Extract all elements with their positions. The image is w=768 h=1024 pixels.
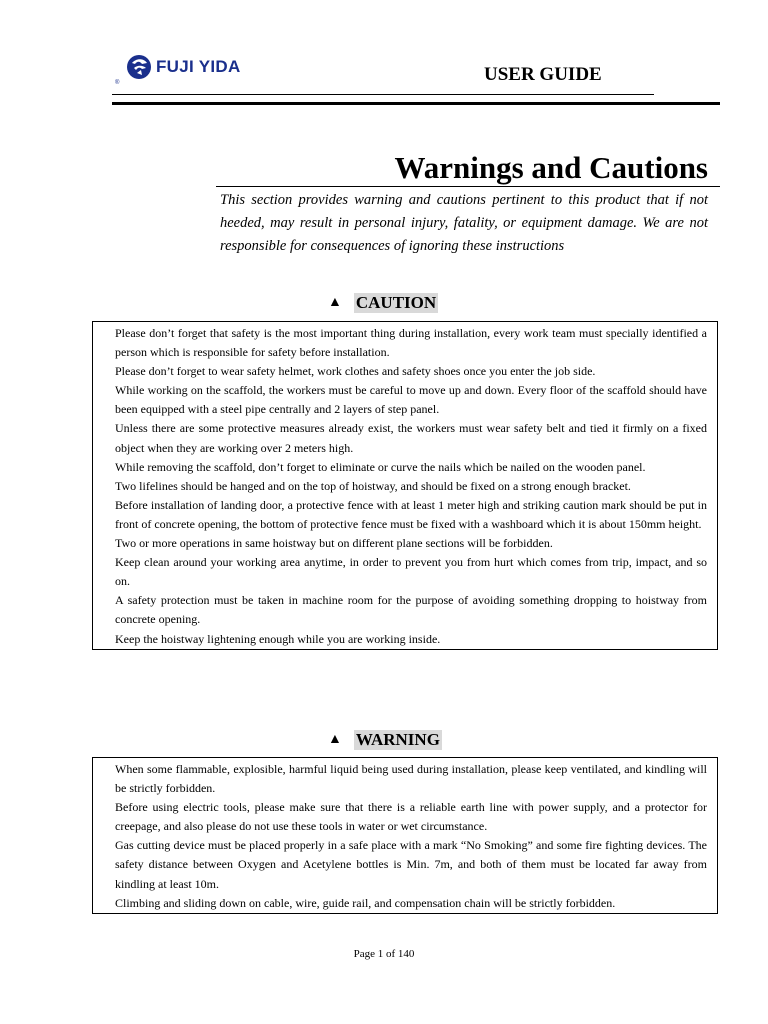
caution-item: A safety protection must be taken in machine room for the purpose of avoiding something dropping to hoistway from concrete opening. [115,593,707,627]
header-rule-thick [112,102,720,105]
intro-paragraph: This section provides warning and cautions pertinent to this product that if not heeded, may result in personal injury, fatality, or equipment damage. We are not responsible for consequences of ignoring these instructions [220,192,708,254]
warning-box [92,757,718,914]
caution-item: Two or more operations in same hoistway but on different plane sections will be forbidden. [115,536,553,551]
caution-item: Before installation of landing door, a protective fence with at least 1 meter high and striking caution mark should be put in front of concrete opening, the bottom of protective fence must be fixed with a washboard which it is about 150mm height. [115,497,707,531]
caution-item: Keep the hoistway lightening enough while you are working inside. [115,631,441,646]
warning-item: When some flammable, explosible, harmful liquid being used during installation, please keep ventilated, and kindling will be strictly forbidden. [115,762,707,796]
header-rule-thin [112,94,654,95]
caution-item: While working on the scaffold, the workers must be careful to move up and down. Every floor of the scaffold should have been equipped with a steel pipe centrally and 2 layers of step panel. [115,383,707,417]
caution-item: Two lifelines should be hanged and on the top of hoistway, and should be fixed on a strong enough bracket. [115,478,631,493]
caution-item: Please don’t forget to wear safety helmet, work clothes and safety shoes once you enter the job side. [115,364,596,379]
page-number: Page 1 of 140 [353,948,415,960]
caution-heading [328,293,438,313]
warning-item: Before using electric tools, please make sure that there is a reliable earth line with power supply, and a protector for creepage, and also please do not use these tools in water or wet circumstance. [115,800,707,834]
caution-item: Unless there are some protective measures already exist, the workers must wear safety belt and tied it firmly on a fixed object when they are working over 2 meters high. [115,421,707,455]
warning-heading-text: WARNING [355,730,440,749]
caution-item: While removing the scaffold, don’t forget to eliminate or curve the nails which be nailed on the wooden panel. [115,459,646,474]
fuji-yida-logo-icon [126,54,152,80]
caution-item: Keep clean around your working area anytime, in order to prevent you from hurt which comes from trip, impact, and so on. [115,555,707,589]
document-label: USER GUIDE [484,64,602,85]
logo-registered-mark: ® [115,80,120,86]
caution-heading-text: CAUTION [355,293,437,312]
title-rule [216,186,720,187]
page-title: Warnings and Cautions [394,150,708,185]
caution-triangle-icon: ▲ [328,295,342,310]
warning-heading [328,730,442,750]
warning-triangle-icon: ▲ [328,732,342,747]
logo-text: FUJI YIDA [156,57,241,76]
warning-item: Gas cutting device must be placed properly in a safe place with a mark “No Smoking” and some fire fighting devices. The safety distance between Oxygen and Acetylene bottles is Min. 7m, and both of them must be located far away from kindling at least 10m. [115,838,707,891]
caution-item: Please don’t forget that safety is the most important thing during installation, every work team must specially identified a person which is responsible for safety before installation. [115,326,707,360]
warning-item: Climbing and sliding down on cable, wire, guide rail, and compensation chain will be strictly forbidden. [115,895,616,910]
caution-box [92,321,718,650]
company-logo [126,54,241,80]
